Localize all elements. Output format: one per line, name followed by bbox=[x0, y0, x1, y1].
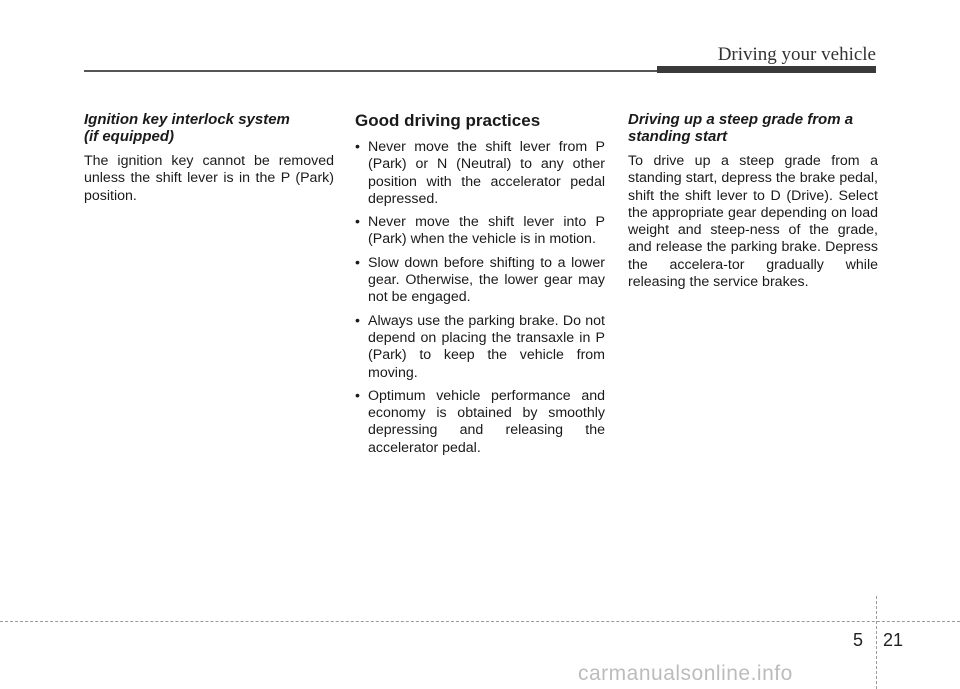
subheading-ignition-interlock bbox=[84, 111, 334, 145]
watermark: carmanualsonline.info bbox=[578, 662, 793, 685]
column-steep-grade bbox=[628, 111, 878, 291]
list-item-text: Never move the shift lever from P (Park) or N (Neutral) to any other position with the accelerator pedal depressed. bbox=[368, 139, 605, 207]
page-number-divider bbox=[876, 596, 877, 689]
subheading-line-1: Driving up a steep grade from a bbox=[628, 111, 854, 128]
list-item bbox=[355, 388, 605, 457]
bullet-icon: • bbox=[355, 254, 360, 271]
column-good-driving bbox=[355, 111, 605, 463]
page-number: 21 bbox=[883, 630, 904, 650]
ignition-interlock-paragraph: The ignition key cannot be removed unless the shift lever is in the P (Park) position. bbox=[84, 153, 334, 204]
list-item bbox=[355, 139, 605, 208]
list-item bbox=[355, 255, 605, 307]
footer-divider bbox=[0, 621, 960, 622]
subheading-line-1: Ignition key interlock system bbox=[84, 111, 290, 128]
good-driving-list bbox=[355, 139, 605, 457]
column-ignition-interlock bbox=[84, 111, 334, 205]
section-title: Driving your vehicle bbox=[717, 44, 876, 65]
header-rule-thick bbox=[657, 66, 876, 73]
bullet-icon: • bbox=[355, 214, 360, 231]
list-item bbox=[355, 313, 605, 382]
list-item bbox=[355, 214, 605, 249]
list-item-text: Always use the parking brake. Do not depend on placing the transaxle in P (Park) to keep the vehicle from moving. bbox=[368, 312, 605, 381]
header-rule-thin bbox=[84, 70, 684, 72]
list-item-text: Never move the shift lever into P (Park) when the vehicle is in motion. bbox=[368, 214, 605, 248]
chapter-number: 5 bbox=[853, 630, 864, 650]
heading-good-driving: Good driving practices bbox=[355, 111, 541, 130]
subheading-line-2: (if equipped) bbox=[84, 128, 174, 145]
list-item-text: Slow down before shifting to a lower gear. Otherwise, the lower gear may not be engaged. bbox=[368, 254, 605, 306]
subheading-line-2: standing start bbox=[628, 128, 728, 145]
bullet-icon: • bbox=[355, 387, 360, 404]
bullet-icon: • bbox=[355, 139, 360, 155]
list-item-text: Optimum vehicle performance and economy is obtained by smoothly depressing and releasing the accelerator pedal. bbox=[368, 387, 605, 456]
bullet-icon: • bbox=[355, 312, 360, 329]
steep-grade-paragraph: To drive up a steep grade from a standing start, depress the brake pedal, shift the shift lever to D (Drive). Select the appropriate gear depending on load weight and steep-ness of the grade, and release the parking brake. Depress the accelera-tor gradually while releasing the service brakes. bbox=[628, 153, 878, 291]
subheading-steep-grade bbox=[628, 111, 878, 145]
